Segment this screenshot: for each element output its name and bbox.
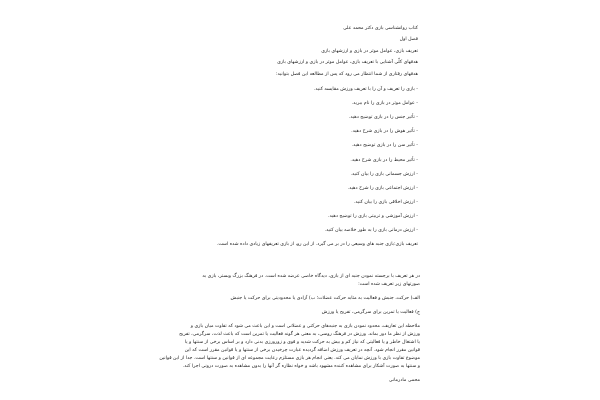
chapter-heading: فصل اول	[399, 37, 418, 42]
paragraph-line: موضوع تفاوت بازی با ورزش نمایان می کند. یعنی انجام هر بازی مستلزم رعایت مجموعه ای از قوانین و سنتها است. جدا از این قوانین	[159, 356, 420, 361]
book-title: کتاب روانشناسی بازی دکتر محمد علی	[343, 26, 418, 31]
general-goals-line: هدفهای کلّی آشنایی با تعریف بازی، عوامل موثر در بازی و ارزشهای بازی	[277, 60, 418, 65]
paragraph-line: صورتهای زیر تعریف شده است:	[358, 282, 420, 287]
objective-item: - ارزش جسمانی بازی را بیان کنید.	[350, 172, 418, 177]
objective-item: - ارزش آموزشی و تربیتی بازی را توضیح دهید.	[328, 214, 418, 219]
chapter-subtitle: تعریف بازی، عوامل موثر در بازی و ارزشهای بازی	[321, 49, 418, 54]
paragraph-line: ورزش از نظر ما دور بماند. ورزش در فرهنگ روسی، به معنی هر گونه فعالیت یا تمرین است که باعث لذت، سرگرمی، تفریح	[179, 332, 420, 337]
objective-item: - تأثیر جنس را در بازی توضیح دهید.	[348, 115, 418, 120]
author-signature: محمی مادرمانی	[388, 378, 420, 383]
paragraph-line: و سنتها به صورت آشکار برای مشاهده کننده مشهود باشد و خواه نظاره گر آنها را بدون مشاهده به صورت درونی اجرا کند.	[182, 364, 420, 369]
paragraph-line: یا اشتغال خاطر و یا فعالیتی که نیاز کم و بیش به حرکت شدید و قوی و زورورزی بدنی دارد و بر اساس برخی از سنتها و یا	[184, 340, 420, 345]
objective-item: - ارزش اخلاقی بازی را بیان کنید.	[353, 200, 418, 205]
paragraph-line: الف) حرکت، جنبش و فعالیت به مثابه حرکت عضلات؛ ب) آزادی یا محدودیتی برای حرکت یا جنبش	[230, 296, 420, 301]
paragraph-line: در هر تعریف با برجسته نمودن جنبه ای از بازی، دیدگاه خاصی عرضه شده است. در فرهنگ بزرگ وبستر، بازی به	[202, 274, 420, 279]
objective-item: - ارزش درمانی بازی را به طور خلاصه بیان کنید.	[324, 228, 418, 233]
paragraph-line: ملاحظه این تعاریف، محدود نمودن بازی به جنبه‌های حرکتی و عضلانی است و این باعث می شود که تفاوت میان بازی و	[190, 324, 420, 329]
objective-item: - تأثیر هوش را در بازی شرح دهید.	[351, 129, 418, 134]
objective-item: - بازی را تعریف و آن را با تعریف ورزش مقایسه کنید.	[313, 87, 418, 92]
paragraph-line: قوانین مقرر انجام شود. آنچه در تعریف ورزش اضافه گردیده عبارت چرخیدن برخی از سنتها و یا قوانین مقرر است که این	[184, 348, 420, 353]
objective-item: - تأثیر محیط را در بازی شرح دهید.	[350, 158, 418, 163]
objective-item: - عوامل موثر در بازی را نام ببرید.	[351, 101, 418, 106]
objective-item: - ارزش اجتماعی بازی را شرح دهید.	[347, 186, 418, 191]
behavioral-goals-intro: هدفهای رفتاری از شما انتظار می رود که پس از مطالعه این فصل بتوانید:	[275, 72, 418, 77]
definition-line: تعریف بازی:بازی جنبه های وسیعی را در بر می گیرد. از این رو، از بازی تعریفهای زیادی داده شده است.	[216, 242, 418, 247]
objective-item: - تأثیر سن را در بازی توضیح دهید.	[351, 143, 418, 148]
paragraph-line: ج) فعالیت یا تمرین برای سرگرمی، تفریح یا ورزش	[321, 310, 420, 315]
